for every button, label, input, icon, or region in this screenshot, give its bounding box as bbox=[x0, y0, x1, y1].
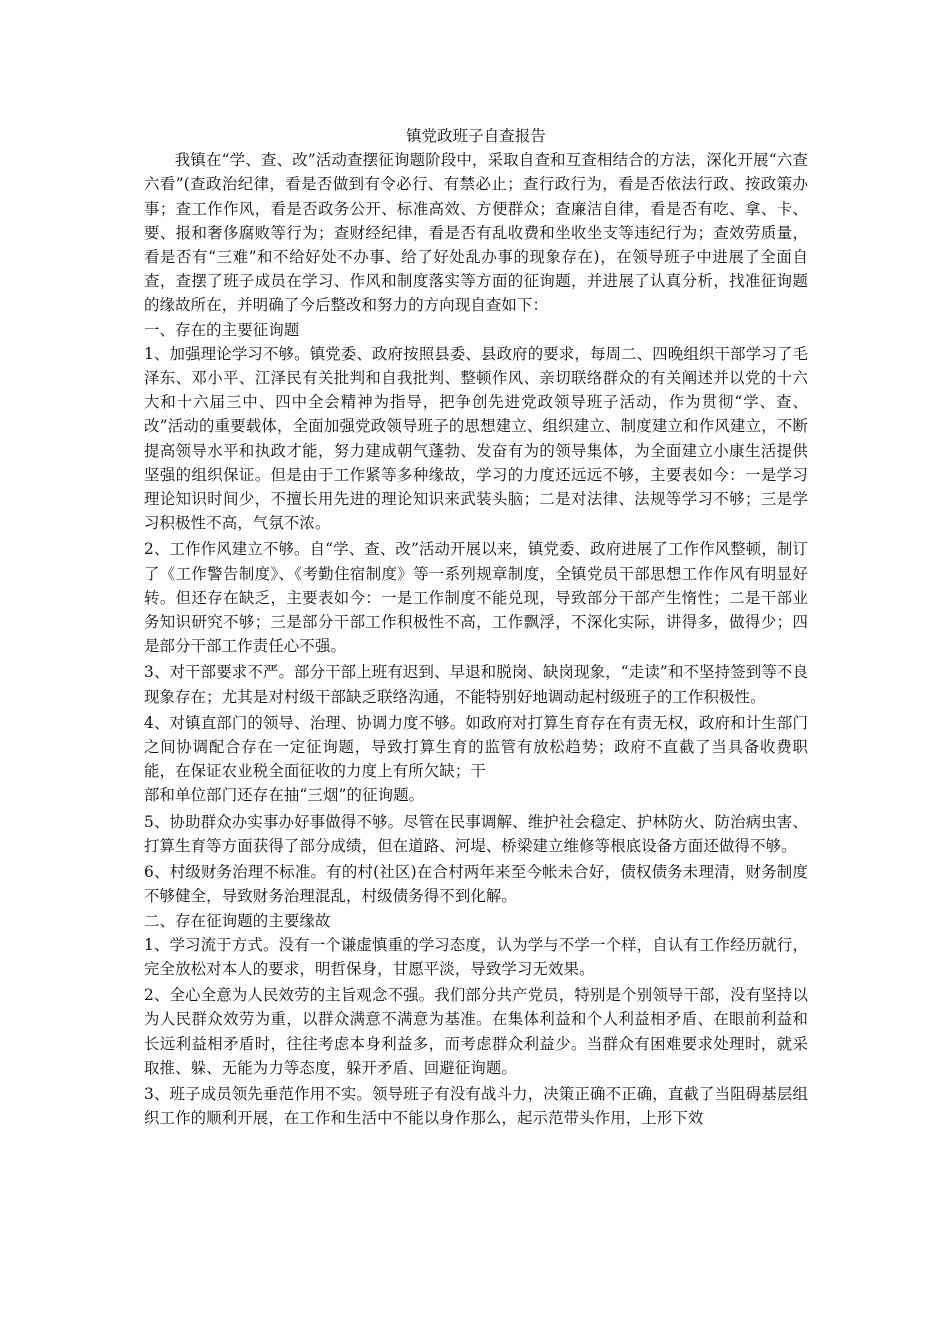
list-item: 1、学习流于方式。没有一个谦虚慎重的学习态度，认为学与不学一个样，自认有工作经历就行，完全放松对本人的要求，明哲保身，甘愿平淡，导致学习无效果。 bbox=[144, 935, 808, 978]
section-heading: 二、存在征询题的主要缘故 bbox=[144, 911, 331, 930]
list-item: 2、工作作风建立不够。自“学、查、改”活动开展以来，镇党委、政府进展了工作作风整顿，制订了《工作警告制度》、《考勤住宿制度》等一系列规章制度，全镇党员干部思想工作作风有明显好转。但还存在缺乏，主要表如今：一是工作制度不能兑现，导致部分干部产生惰性；二是干部业务知识研究不够；三是部分干部工作积极性不高，工作飘浮，不深化实际，讲得多，做得少；四是部分干部工作责任心不强。 bbox=[144, 540, 808, 656]
list-item: 3、对干部要求不严。部分干部上班有迟到、早退和脱岗、缺岗现象，“走读”和不坚持签到等不良现象存在；尤其是对村级干部缺乏联络沟通，不能特别好地调动起村级班子的工作积极性。 bbox=[144, 663, 808, 706]
section-heading: 一、存在的主要征询题 bbox=[144, 320, 300, 339]
list-item: 4、对镇直部门的领导、治理、协调力度不够。如政府对打算生育存在有责无权，政府和计生部门之间协调配合存在一定征询题，导致打算生育的监管有放松趋势；政府不直截了当具备收费职能，在保证农业税全面征收的力度上有所欠缺；干 bbox=[144, 713, 808, 781]
list-item: 3、班子成员领先垂范作用不实。领导班子有没有战斗力，决策正确不正确，直截了当阻碍基层组织工作的顺利开展，在工作和生活中不能以身作那么，起示范带头作用，上形下效 bbox=[144, 1084, 808, 1128]
intro-paragraph: 我镇在“学、查、改”活动查摆征询题阶段中，采取自查和互查相结合的方法，深化开展“六查六看”(查政治纪律，看是否做到有令必行、有禁必止；查行政行为，看是否依法行政、按政策办事；查工作作风，看是否政务公开、标准高效、方便群众；查廉洁自律，看是否有吃、拿、卡、要、报和奢侈腐败等行为；查财经纪律，看是否有乱收费和坐收坐支等违纪行为；查效劳质量，看是否有“三难”和不给好处不办事、给了好处乱办事的现象存在)，在领导班子中进展了全面自查，查摆了班子成员在学习、作风和制度落实等方面的征询题，并进展了认真分析，找准征询题的缘故所在，并明确了今后整改和努力的方向现自查如下： bbox=[144, 151, 808, 315]
document-title: 镇党政班子自查报告 bbox=[406, 127, 546, 145]
list-item: 1、加强理论学习不够。镇党委、政府按照县委、县政府的要求，每周二、四晚组织干部学习了毛泽东、邓小平、江泽民有关批判和自我批判、整顿作风、亲切联络群众的有关阐述并以党的十六大和十六届三中、四中全会精神为指导，把争创先进党政领导班子活动，作为贯彻“学、查、改”活动的重要载体，全面加强党政领导班子的思想建立、组织建立、制度建立和作风建立，不断提高领导水平和执政才能，努力建成朝气蓬勃、发奋有为的领导集体，为全面建立小康生活提供坚强的组织保证。但是由于工作紧等多种缘故，学习的力度还远远不够，主要表如今：一是学习理论知识时间少，不擅长用先进的理论知识来武装头脑；二是对法律、法规等学习不够；三是学习积极性不高，气氛不浓。 bbox=[144, 344, 808, 533]
list-item: 2、全心全意为人民效劳的主旨观念不强。我们部分共产党员，特别是个别领导干部，没有坚持以为人民群众效劳为重，以群众满意不满意为基准。在集体利益和个人利益相矛盾、在眼前利益和长远利益相矛盾时，往往考虑本身利益多，而考虑群众利益少。当群众有困难要求处理时，就采取推、躲、无能为力等态度，躲开矛盾、回避征询题。 bbox=[144, 986, 808, 1077]
list-item: 部和单位部门还存在抽“三烟”的征询题。 bbox=[144, 786, 425, 805]
list-item: 5、协助群众办实事办好事做得不够。尽管在民事调解、维护社会稳定、护林防火、防治病虫害、打算生育等方面获得了部分成绩，但在道路、河堤、桥梁建立维修等根底设备方面还做得不够。 bbox=[144, 812, 808, 855]
list-item: 6、村级财务治理不标准。有的村(社区)在合村两年来至今帐未合好，债权债务未理清，财务制度不够健全，导致财务治理混乱，村级债务得不到化解。 bbox=[144, 863, 808, 906]
document-body bbox=[144, 124, 808, 1130]
